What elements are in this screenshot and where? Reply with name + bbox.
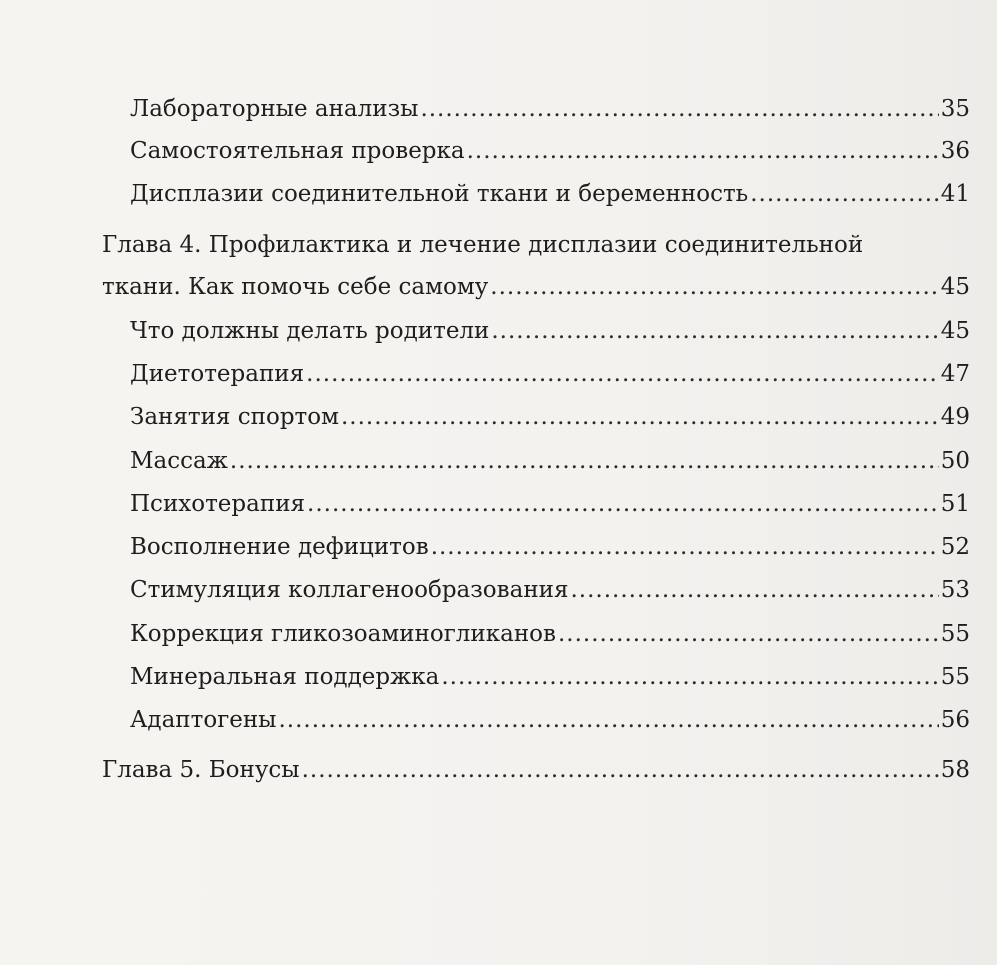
dot-leader: [558, 619, 939, 649]
toc-entry-page: 47: [940, 361, 970, 387]
dot-leader: [302, 755, 939, 785]
toc-entry[interactable]: [130, 662, 970, 692]
toc-entry-page: 53: [940, 577, 970, 603]
toc-entry-title: Лабораторные анализы: [130, 96, 419, 122]
toc-entry[interactable]: [130, 575, 970, 605]
dot-leader: [341, 402, 939, 432]
toc-entry-title: Минеральная поддержка: [130, 664, 440, 690]
toc-entry[interactable]: [130, 489, 970, 519]
toc-entry-title: Диетотерапия: [130, 361, 305, 387]
toc-entry[interactable]: [130, 705, 970, 735]
toc-entry-page: 50: [940, 448, 970, 474]
dot-leader: [420, 94, 938, 124]
toc-entry-title: Стимуляция коллагенообразования: [130, 577, 569, 603]
dot-leader: [431, 532, 939, 562]
toc-entry-page: 52: [940, 534, 970, 560]
toc-entry-title: Самостоятельная проверка: [130, 138, 465, 164]
toc-entry-title: Коррекция гликозоаминогликанов: [130, 621, 556, 647]
toc-entry-page: 45: [940, 318, 970, 344]
toc-entry-page: 56: [940, 707, 970, 733]
toc-entry[interactable]: [130, 619, 970, 649]
dot-leader: [750, 179, 939, 209]
dot-leader: [306, 359, 939, 389]
toc-entry-page: 41: [940, 181, 970, 207]
toc-entry-title: ткани. Как помочь себе самому: [102, 274, 489, 300]
toc-entry-title: Массаж: [130, 448, 228, 474]
toc-entry-page: 55: [940, 621, 970, 647]
toc-entry[interactable]: [130, 136, 970, 166]
toc-entry-title: Адаптогены: [130, 707, 277, 733]
toc-entry-page: 55: [940, 664, 970, 690]
dot-leader: [230, 446, 939, 476]
toc-entry-page: 49: [940, 404, 970, 430]
toc-entry[interactable]: [130, 179, 970, 209]
toc-entry[interactable]: [130, 359, 970, 389]
dot-leader: [441, 662, 938, 692]
toc-entry[interactable]: [130, 316, 970, 346]
toc-entry-page: 35: [940, 96, 970, 122]
toc-entry-page: 58: [940, 757, 970, 783]
toc-entry[interactable]: [130, 532, 970, 562]
toc-entry-page: 51: [940, 491, 970, 517]
toc-entry-title: Восполнение дефицитов: [130, 534, 429, 560]
toc-entry[interactable]: [130, 402, 970, 432]
dot-leader: [279, 705, 939, 735]
dot-leader: [307, 489, 939, 519]
toc-entry-title: Дисплазии соединительной ткани и беременность: [130, 181, 749, 207]
chapter-4-title-line1[interactable]: Глава 4. Профилактика и лечение дисплазии соединительной: [102, 232, 864, 258]
dot-leader: [491, 316, 938, 346]
dot-leader: [467, 136, 939, 166]
toc-entry-title: Психотерапия: [130, 491, 306, 517]
dot-leader: [570, 575, 938, 605]
toc-entry-title: Что должны делать родители: [130, 318, 490, 344]
dot-leader: [490, 272, 938, 302]
toc-entry-title: Занятия спортом: [130, 404, 339, 430]
toc-entry-chapter[interactable]: [102, 755, 970, 785]
toc-entry-title: Глава 5. Бонусы: [102, 757, 300, 783]
toc-entry[interactable]: [130, 94, 970, 124]
toc-entry-page: 45: [940, 274, 970, 300]
toc-entry[interactable]: [130, 446, 970, 476]
toc-entry-chapter[interactable]: [102, 272, 970, 302]
toc-entry-page: 36: [940, 138, 970, 164]
